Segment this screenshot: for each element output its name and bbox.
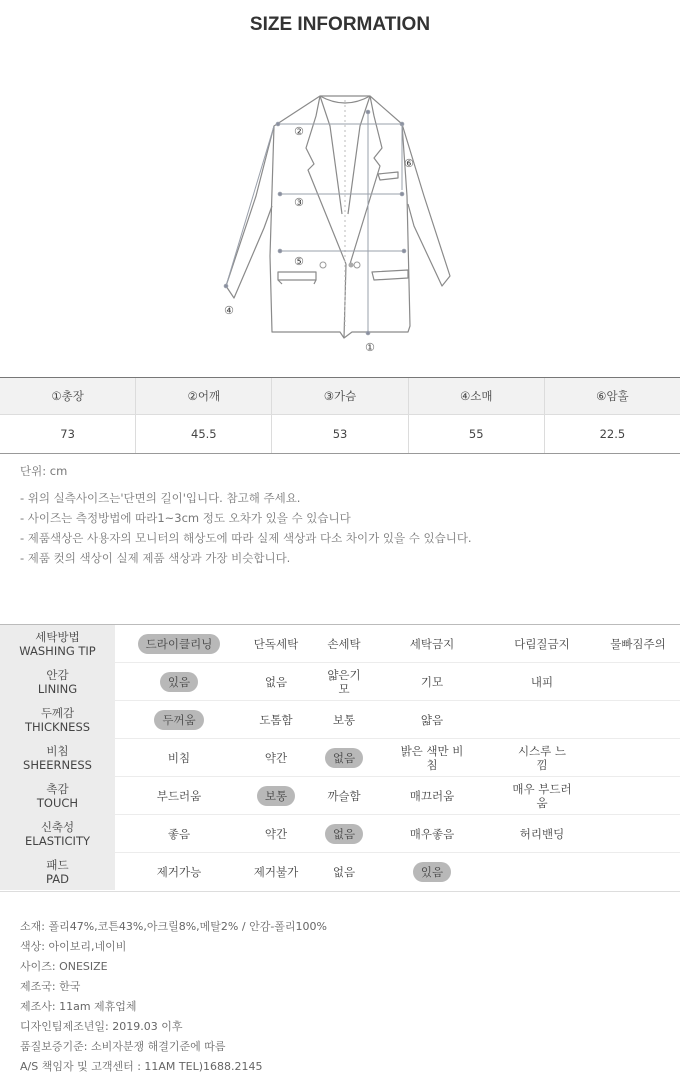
care-row-label: [0, 663, 115, 700]
value-cell: 22.5: [599, 427, 626, 441]
care-option: [314, 777, 374, 814]
info-line: 제조사: 11am 제휴업체: [20, 1000, 137, 1013]
care-label-ko: 두께감: [40, 705, 75, 720]
care-option-selected: 드라이클리닝: [138, 634, 221, 654]
care-option-selected: 있음: [160, 672, 198, 692]
product-info: [20, 918, 327, 1078]
label-1: ①: [365, 341, 375, 354]
care-row-label: [0, 777, 115, 814]
jacket-sketch: [212, 86, 462, 358]
care-option: [126, 777, 232, 814]
care-row: [0, 663, 680, 701]
size-table-header: [0, 378, 680, 415]
care-option: [390, 739, 474, 776]
care-option-text: 밝은 색만 비 침: [400, 743, 464, 772]
measurement-notes: [20, 490, 472, 570]
care-option: [390, 777, 474, 814]
care-option: [314, 815, 374, 852]
care-label-en: THICKNESS: [24, 719, 91, 734]
care-option: [126, 739, 232, 776]
unit-label: 단위: cm: [20, 464, 68, 478]
care-option-text: 도톰함: [259, 712, 293, 727]
value-cell: 73: [0, 415, 136, 453]
care-option: [498, 739, 586, 776]
care-option: [390, 663, 474, 700]
care-option: [126, 853, 232, 890]
care-option: [238, 739, 314, 776]
care-label-ko: 촉감: [46, 781, 69, 796]
care-option-text: 제거불가: [253, 864, 299, 879]
care-option-text: 얇은기모: [327, 667, 361, 696]
size-table-values: [0, 415, 680, 453]
page-title: SIZE INFORMATION: [249, 14, 431, 35]
care-label-ko: 안감: [46, 667, 69, 682]
value-cell: 45.5: [136, 415, 272, 453]
jacket-measurement-diagram: [212, 86, 462, 358]
care-row-label: [0, 739, 115, 776]
care-label-en: TOUCH: [36, 795, 79, 810]
care-row: [0, 739, 680, 777]
header-cell: ③가슴: [272, 378, 408, 414]
care-label-en: LINING: [37, 681, 78, 696]
care-option-text: 없음: [264, 674, 288, 689]
care-option: [314, 739, 374, 776]
care-option-text: 내피: [530, 674, 554, 689]
care-option-text: 매우 부드러 움: [512, 781, 572, 810]
care-option: [126, 815, 232, 852]
care-row-label: [0, 701, 115, 738]
care-label-ko: 패드: [46, 857, 69, 872]
care-option: [238, 663, 314, 700]
care-option: [314, 625, 374, 662]
care-label-ko: 신축성: [40, 819, 75, 834]
header-cell: ①총장: [0, 378, 136, 414]
care-option-text: 좋음: [167, 826, 191, 841]
care-option-text: 보통: [332, 712, 356, 727]
care-option: [126, 701, 232, 738]
care-option-text: 얇음: [420, 712, 444, 727]
value-cell: 55: [409, 415, 545, 453]
label-5: ⑤: [294, 255, 304, 268]
care-option: [314, 663, 374, 700]
care-option: [314, 701, 374, 738]
info-line: 품질보증기준: 소비자분쟁 해결기준에 따름: [20, 1040, 226, 1053]
care-row: [0, 701, 680, 739]
care-option-text: 약간: [264, 750, 288, 765]
care-option-text: 매끄러움: [409, 788, 455, 803]
care-option-selected: 없음: [325, 824, 363, 844]
care-option: [390, 815, 474, 852]
care-option: [238, 701, 314, 738]
care-option-text: 시스루 느 낌: [517, 743, 567, 772]
care-option-selected: 없음: [325, 748, 363, 768]
care-option-text: 물빠짐주의: [610, 636, 666, 651]
care-option: [390, 625, 474, 662]
care-option: [498, 663, 586, 700]
care-row: [0, 815, 680, 853]
note-line: - 제품색상은 사용자의 모니터의 해상도에 따라 실제 색상과 다소 차이가 있을 수 있습니다.: [20, 531, 472, 545]
info-line: 디자인팀제조년일: 2019.03 이후: [20, 1020, 183, 1033]
care-option-text: 손세탁: [327, 636, 361, 651]
care-row: [0, 625, 680, 663]
care-option-text: 단독세탁: [253, 636, 299, 651]
care-row-label: [0, 625, 115, 662]
care-option-selected: 있음: [413, 862, 451, 882]
care-label-en: WASHING TIP: [19, 643, 96, 658]
care-option: [600, 625, 676, 662]
care-option: [238, 853, 314, 890]
care-option: [126, 663, 232, 700]
info-line: 소재: 폴리47%,코튼43%,아크릴8%,메탈2% / 안감-폴리100%: [20, 920, 327, 933]
care-row-label: [0, 815, 115, 852]
care-option-text: 기모: [420, 674, 444, 689]
care-option: [238, 625, 314, 662]
care-option-selected: 보통: [257, 786, 295, 806]
care-label-en: ELASTICITY: [25, 833, 90, 848]
note-line: - 제품 컷의 색상이 실제 제품 색상과 가장 비슷합니다.: [20, 551, 291, 565]
care-label-en: SHEERNESS: [23, 757, 92, 772]
info-line: 제조국: 한국: [20, 980, 81, 993]
care-option-text: 제거가능: [156, 864, 202, 879]
care-option-text: 약간: [264, 826, 288, 841]
care-option-text: 다림질금지: [514, 636, 570, 651]
care-option: [390, 853, 474, 890]
label-2: ②: [294, 125, 304, 138]
care-label-en: PAD: [46, 871, 69, 886]
header-cell: ⑥암홀: [596, 389, 629, 403]
size-table: [0, 377, 680, 454]
care-row: [0, 777, 680, 815]
label-4: ④: [224, 304, 234, 317]
info-line: 사이즈: ONESIZE: [20, 960, 108, 973]
care-label-ko: 세탁방법: [35, 629, 80, 644]
care-option-text: 없음: [332, 864, 356, 879]
care-option: [314, 853, 374, 890]
care-option: [498, 777, 586, 814]
care-option-text: 비침: [167, 750, 191, 765]
care-table: [0, 624, 680, 892]
care-option: [390, 701, 474, 738]
care-label-ko: 비침: [46, 743, 69, 758]
care-option-text: 세탁금지: [409, 636, 455, 651]
info-line: A/S 책임자 및 고객센터 : 11AM TEL)1688.2145: [20, 1060, 263, 1073]
label-6: ⑥: [404, 157, 414, 170]
care-row: [0, 853, 680, 891]
care-option-selected: 두꺼움: [154, 710, 203, 730]
care-option-text: 허리밴딩: [519, 826, 565, 841]
value-cell: 53: [272, 415, 408, 453]
info-line: 색상: 아이보리,네이비: [20, 940, 127, 953]
note-line: - 사이즈는 측정방법에 따라1~3cm 정도 오차가 있을 수 있습니다: [20, 511, 351, 525]
header-cell: ②어깨: [136, 378, 272, 414]
note-line: - 위의 실측사이즈는'단면의 길이'입니다. 참고해 주세요.: [20, 491, 301, 505]
care-option: [498, 625, 586, 662]
care-option-text: 까슬함: [327, 788, 361, 803]
care-option-text: 부드러움: [156, 788, 202, 803]
care-option: [238, 815, 314, 852]
care-option: [238, 777, 314, 814]
label-3: ③: [294, 196, 304, 209]
header-cell: ④소매: [409, 378, 545, 414]
care-option: [498, 815, 586, 852]
care-option-text: 매우좋음: [409, 826, 455, 841]
care-option: [126, 625, 232, 662]
care-row-label: [0, 853, 115, 890]
